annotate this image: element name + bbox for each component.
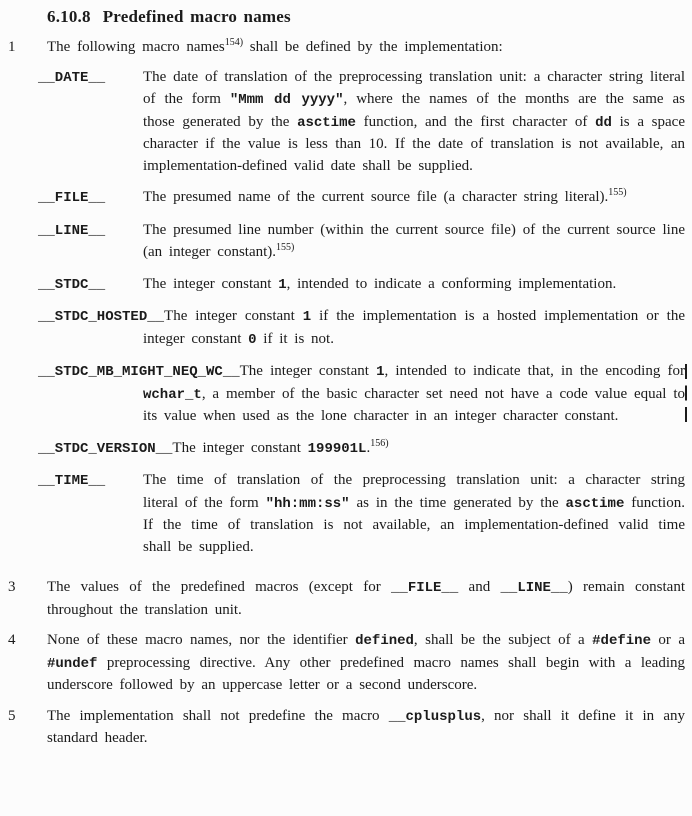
numbered-paragraph	[8, 630, 685, 697]
paragraph-number: 3	[8, 579, 16, 595]
code-run: asctime	[565, 495, 625, 512]
macro-name: __LINE__	[38, 222, 106, 239]
macro-description	[143, 189, 627, 205]
text-run: , nor shall it define it in any standard header.	[47, 707, 685, 746]
text-run: , where the names of the months are the same as those generated by the	[143, 91, 686, 130]
section-heading	[47, 6, 685, 28]
code-run: 1	[278, 276, 287, 293]
code-run: dd	[595, 114, 612, 131]
macro-name: __TIME__	[38, 473, 106, 489]
text-run: is a space character if the value is less than 10. If the date of translation is not available, an implementation-defined valid date shall be supplied.	[143, 113, 685, 174]
macro-name: __STDC_HOSTED__	[38, 309, 165, 325]
text-run: The time of translation of the preprocessing translation unit: a character string literal of the form	[143, 472, 685, 511]
text-run: The integer constant	[164, 308, 303, 324]
text-run: shall be defined by the implementation:	[243, 39, 503, 55]
macro-definition	[38, 470, 685, 558]
macro-name: __FILE__	[38, 190, 106, 206]
change-bars	[685, 364, 687, 427]
macro-description	[143, 472, 685, 555]
paragraph-number: 1	[8, 39, 16, 55]
text-run: if it is not.	[256, 330, 334, 347]
code-run: __FILE__	[391, 580, 459, 596]
code-run: "hh:mm:ss"	[265, 495, 350, 512]
footnote-reference: 156)	[370, 437, 389, 449]
macro-definition	[38, 361, 685, 428]
macro-description	[143, 69, 685, 174]
section-number: 6.10.8	[47, 7, 91, 26]
text-run: ) remain constant throughout the translation unit.	[47, 579, 685, 618]
text-run: as in the time generated by the	[349, 494, 566, 511]
code-run: 1	[302, 309, 312, 325]
text-run: , intended to indicate that, in the encoding for	[384, 363, 685, 379]
macro-definition	[38, 306, 685, 351]
code-run: 0	[248, 331, 257, 348]
footnote-reference: 154)	[224, 37, 244, 48]
text-run: The integer constant	[172, 439, 308, 456]
macro-definition	[38, 438, 685, 461]
closing-paragraphs	[8, 577, 685, 750]
text-run: The integer constant	[143, 275, 279, 292]
paragraph-1	[8, 37, 685, 59]
paragraph-number: 4	[8, 632, 16, 648]
text-run: The integer constant	[239, 363, 377, 379]
macro-name: __STDC_MB_MIGHT_NEQ_WC__	[38, 364, 240, 380]
footnote-reference: 155)	[608, 187, 627, 198]
text-run: , intended to indicate a conforming implementation.	[286, 275, 617, 292]
paragraph-text	[47, 37, 685, 59]
numbered-paragraph	[8, 706, 685, 750]
text-run: preprocessing directive. Any other predefined macro names shall begin with a leading underscore followed by an uppercase letter or a second underscore.	[47, 654, 685, 693]
code-run: wchar_t	[143, 386, 202, 403]
text-run: function. If the time of translation is not available, an implementation-defined valid time shall be supplied.	[143, 494, 685, 555]
paragraph-text	[47, 630, 685, 697]
code-run: #undef	[47, 655, 98, 672]
text-run: function, and the first character of	[355, 113, 596, 130]
text-run: or a	[650, 632, 685, 648]
footnote-reference: 155)	[276, 242, 295, 253]
text-run: if the implementation is a hosted implementation or the integer constant	[143, 308, 685, 347]
macro-definition	[38, 274, 685, 297]
text-run: The following macro names	[47, 39, 225, 55]
text-run: None of these macro names, nor the identifier	[47, 632, 356, 648]
macro-name: __DATE__	[38, 69, 106, 86]
text-run: The values of the predefined macros (except for	[47, 579, 392, 595]
code-run: __LINE__	[500, 580, 568, 596]
macro-description	[143, 276, 616, 292]
macro-name: __STDC_VERSION__	[38, 440, 173, 457]
numbered-paragraph	[8, 577, 685, 621]
macro-description	[143, 308, 685, 347]
code-run: defined	[355, 633, 414, 649]
paragraph-text	[47, 577, 685, 621]
text-run: , a member of the basic character set need not have a code value equal to its value when used as the lone character in an integer character constant.	[143, 385, 685, 424]
text-run: The presumed name of the current source file (a character string literal).	[143, 189, 609, 205]
text-run: The presumed line number (within the current source file) of the current source line (an integer constant).	[143, 221, 685, 260]
macro-definition	[38, 220, 685, 264]
text-run: and	[458, 579, 501, 595]
macro-definition-list	[38, 67, 685, 559]
text-run: , shall be the subject of a	[413, 632, 593, 648]
paragraph-number: 5	[8, 707, 16, 724]
macro-description	[143, 222, 685, 261]
text-run: The date of translation of the preprocessing translation unit: a character string literal of the form	[143, 68, 685, 107]
text-run: The implementation shall not predefine the macro	[47, 707, 389, 724]
code-run: #define	[592, 633, 651, 649]
paragraph-text	[47, 706, 685, 750]
macro-definition	[38, 187, 685, 210]
code-run: __cplusplus	[388, 708, 482, 725]
text-run: .	[366, 439, 371, 456]
macro-description	[172, 437, 389, 457]
macro-definition	[38, 67, 685, 178]
section-title: Predefined macro names	[102, 7, 291, 26]
code-run: "Mmm dd yyyy"	[229, 92, 344, 108]
code-run: asctime	[297, 114, 356, 131]
macro-name: __STDC__	[38, 276, 106, 293]
code-run: 199901L	[307, 440, 367, 457]
code-run: 1	[376, 364, 385, 380]
